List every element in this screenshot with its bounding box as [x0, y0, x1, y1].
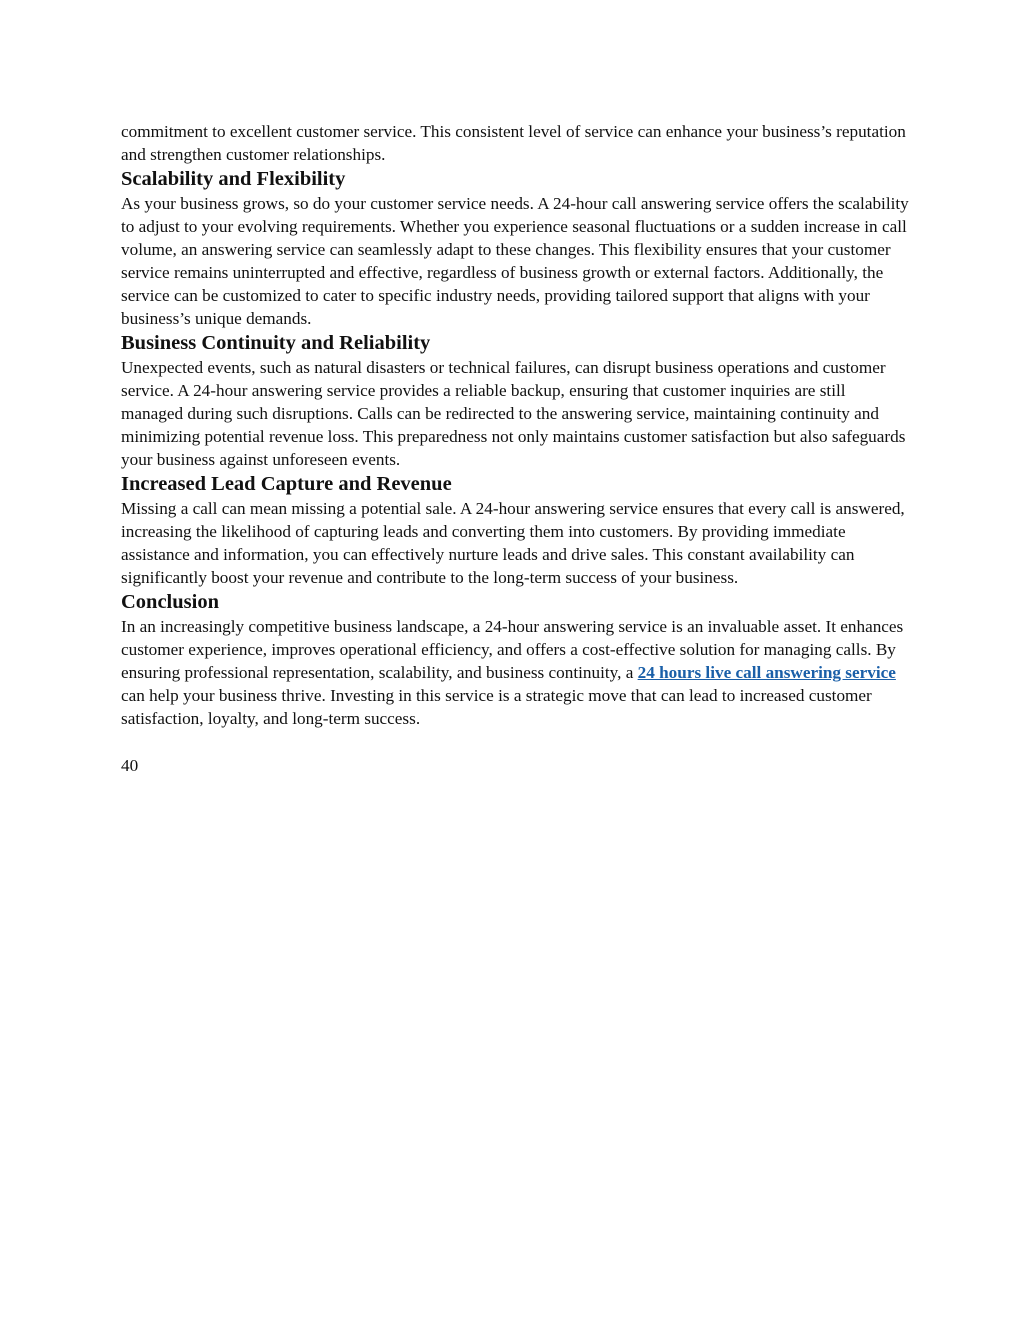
document-page [121, 120, 911, 777]
page-number: 40 [121, 756, 139, 775]
section-heading-conclusion: Conclusion [121, 591, 219, 613]
conclusion-text-before-link: In an increasingly competitive business landscape, a 24-hour answering service is an invaluable asset. It enhances customer experience, improves operational efficiency, and offers a cost-effective solution for managing calls. By ensuring professional representation, scalability, and business continuity, a [121, 617, 904, 682]
section-body-continuity: Unexpected events, such as natural disasters or technical failures, can disrupt business operations and customer service. A 24-hour answering service provides a reliable backup, ensuring that customer inquiries are still managed during such disruptions. Calls can be redirected to the answering service, maintaining continuity and minimizing potential revenue loss. This preparedness not only maintains customer satisfaction but also safeguards your business against unforeseen events. [121, 358, 906, 469]
conclusion-text-after-link: can help your business thrive. Investing in this service is a strategic move that can lead to increased customer satisfaction, loyalty, and long-term success. [121, 686, 872, 728]
section-heading-continuity: Business Continuity and Reliability [121, 332, 431, 354]
section-body-scalability: As your business grows, so do your customer service needs. A 24-hour call answering service offers the scalability to adjust to your evolving requirements. Whether you experience seasonal fluctuations or a sudden increase in call volume, an answering service can seamlessly adapt to these changes. This flexibility ensures that your customer service remains uninterrupted and effective, regardless of business growth or external factors. Additionally, the service can be customized to cater to specific industry needs, providing tailored support that aligns with your business’s unique demands. [121, 194, 909, 328]
answering-service-link[interactable]: 24 hours live call answering service [637, 663, 896, 682]
section-heading-scalability: Scalability and Flexibility [121, 168, 346, 190]
section-body-lead-capture: Missing a call can mean missing a potential sale. A 24-hour answering service ensures that every call is answered, increasing the likelihood of capturing leads and converting them into customers. By providing immediate assistance and information, you can effectively nurture leads and drive sales. This constant availability can significantly boost your revenue and contribute to the long-term success of your business. [121, 499, 905, 587]
intro-paragraph: commitment to excellent customer service. This consistent level of service can enhance your business’s reputation and strengthen customer relationships. [121, 122, 906, 164]
section-heading-lead-capture: Increased Lead Capture and Revenue [121, 473, 452, 495]
conclusion-paragraph [121, 615, 911, 730]
